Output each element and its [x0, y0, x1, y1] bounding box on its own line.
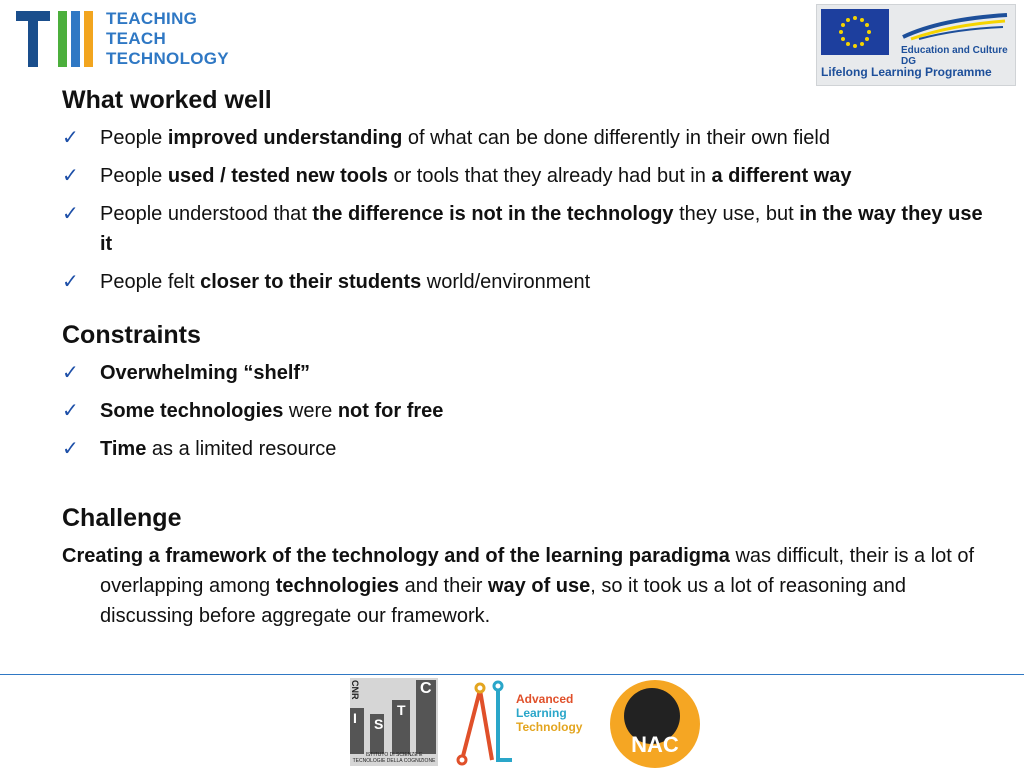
list-item-text [100, 400, 443, 422]
check-icon: ✓ [62, 362, 79, 384]
alt-line-technology: Technology [516, 720, 583, 734]
text-run: People [100, 127, 168, 149]
text-run: and their [399, 575, 488, 597]
slide-content [62, 86, 992, 631]
eu-programme-label: Lifelong Learning Programme [821, 65, 992, 79]
bold-text: Overwhelming “shelf” [100, 362, 311, 384]
cnr-logo-label: ISTITUTO DI SCIENZE E TECNOLOGIE DELLA COGNIZIONE [352, 752, 436, 764]
worked-list [62, 123, 992, 297]
nac-logo-label: NAC [631, 732, 679, 757]
bold-text: technologies [275, 575, 400, 597]
nac-logo [610, 680, 700, 768]
bold-text: Creating a framework of the technology and of the learning paradigma [62, 545, 730, 567]
ttt-logo-bar-blue [71, 11, 80, 67]
alt-logo [456, 680, 596, 766]
cnr-letter: I [353, 710, 357, 726]
text-run: they use, but [673, 203, 800, 225]
text-run: People felt [100, 271, 201, 293]
text-run: , so it took us a lot of reasoning and discussing before aggregate our framework. [100, 575, 907, 627]
bold-text: the difference is not in the technology [312, 203, 674, 225]
challenge-paragraph [62, 541, 992, 631]
list-item [62, 123, 992, 153]
ttt-logo-bar-green [58, 11, 67, 67]
list-item-text [100, 127, 830, 149]
ttt-logo-line: TEACH [106, 29, 167, 48]
challenge-text [62, 545, 974, 627]
check-icon: ✓ [62, 165, 79, 187]
alt-logo-mark [456, 680, 516, 766]
eu-stars [821, 9, 889, 55]
text-run: as a limited resource [146, 438, 337, 460]
ttt-logo [16, 8, 256, 70]
bold-text: used / tested new tools [167, 165, 388, 187]
cnr-letter: S [374, 716, 384, 732]
bold-text: not for free [337, 400, 444, 422]
text-run: was difficult, their is a lot of overlapping among [100, 545, 975, 597]
alt-line-advanced: Advanced [516, 692, 574, 706]
ttt-logo-line: TECHNOLOGY [106, 49, 229, 68]
bold-text: in the way they use it [100, 203, 983, 255]
eu-flag-icon [821, 9, 889, 55]
list-item [62, 199, 992, 259]
ttt-logo-words [106, 9, 229, 69]
section-title-worked: What worked well [62, 86, 272, 114]
list-item [62, 267, 992, 297]
check-icon: ✓ [62, 271, 79, 293]
list-item-text [100, 165, 851, 187]
cnr-letter: C [420, 680, 432, 697]
text-run: were [283, 400, 338, 422]
bold-text: Time [100, 438, 147, 460]
ttt-logo-bar-orange [84, 11, 93, 67]
text-run: world/environment [421, 271, 591, 293]
list-item [62, 161, 992, 191]
alt-line-learning: Learning [516, 706, 567, 720]
footer-divider [0, 674, 1024, 675]
constraints-list [62, 358, 992, 464]
cnr-letter: CNR [350, 680, 360, 700]
bold-text: closer to their students [200, 271, 422, 293]
check-icon: ✓ [62, 438, 79, 460]
text-run: of what can be done differently in their own field [402, 127, 830, 149]
cnr-logo [350, 678, 438, 766]
text-run: People understood that [100, 203, 313, 225]
list-item [62, 434, 992, 464]
section-title-challenge: Challenge [62, 504, 182, 532]
bold-text: way of use [488, 575, 591, 597]
text-run: or tools that they already had but in [387, 165, 712, 187]
cnr-letter: T [397, 702, 406, 718]
bold-text: Some technologies [100, 400, 284, 422]
ttt-logo-line: TEACHING [106, 9, 198, 28]
list-item-text [100, 271, 590, 293]
section-title-constraints: Constraints [62, 321, 201, 349]
list-item-text [100, 438, 336, 460]
list-item-text [100, 362, 310, 384]
text-run: People [100, 165, 168, 187]
eu-dg-label: Education and Culture DG [901, 45, 1008, 67]
alt-logo-text [516, 692, 582, 734]
check-icon: ✓ [62, 400, 79, 422]
list-item [62, 358, 992, 388]
eu-logo [816, 4, 1016, 86]
check-icon: ✓ [62, 203, 79, 225]
list-item [62, 396, 992, 426]
ttt-logo-t-stem [28, 11, 38, 67]
eu-programme-swoosh [901, 11, 1011, 41]
check-icon: ✓ [62, 127, 79, 149]
bold-text: a different way [711, 165, 852, 187]
bold-text: improved understanding [167, 127, 403, 149]
list-item-text [100, 203, 983, 255]
